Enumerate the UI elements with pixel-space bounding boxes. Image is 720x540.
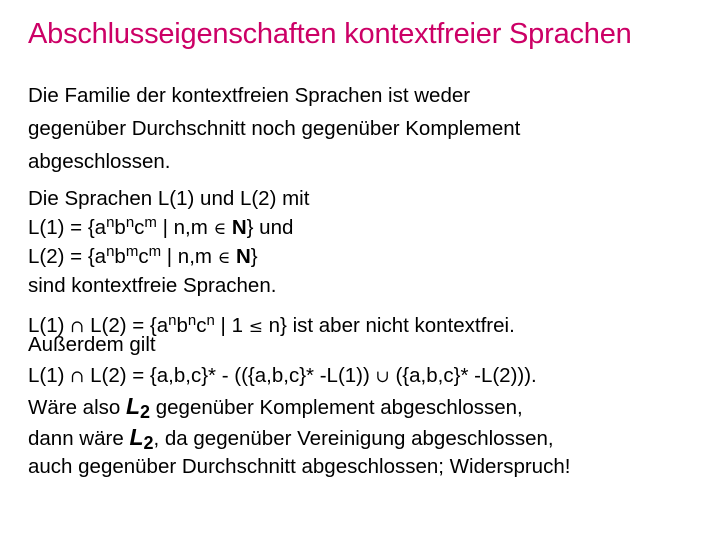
conclusion-line-3: Wäre also $L_2$ gegenüber Komplement abgeschlossen, — [28, 393, 523, 422]
intro-paragraph — [28, 79, 520, 178]
element-of-symbol: ∈ — [217, 248, 231, 268]
natural-numbers-symbol: N — [235, 245, 251, 268]
definition-L1: $L(1) = \{a^nb^nc^m$ | n,m ∈ N} und — [28, 214, 294, 239]
definition-paragraph — [28, 184, 309, 300]
intersection-symbol: ∩ — [70, 366, 85, 387]
intro-line-3: abgeschlossen. — [28, 150, 171, 173]
natural-numbers-symbol: N — [231, 216, 247, 239]
element-of-symbol: ∈ — [213, 219, 227, 239]
definition-L2: $L(2) = \{a^nb^mc^m$ | n,m ∈ N} — [28, 243, 258, 268]
slide-title: Abschlusseigenschaften kontextfreier Sprachen — [28, 18, 632, 50]
conclusion-line-5: auch gegenüber Durchschnitt abgeschlossen; Widerspruch! — [28, 455, 571, 478]
intro-line-2: gegenüber Durchschnitt noch gegenüber Komplement — [28, 117, 521, 140]
intersection-line: L(1) ∩ $L(2) = \{a^nb^nc^n$ | 1 ≤ n} ist aber nicht kontextfrei. — [28, 312, 515, 337]
union-symbol: ∪ — [375, 366, 390, 387]
less-equal-symbol: ≤ — [248, 317, 263, 337]
conclusion-line-4: dann wäre $L_2$, da gegenüber Vereinigung abgeschlossen, — [28, 423, 554, 453]
definition-line-4: sind kontextfreie Sprachen. — [28, 274, 277, 297]
conclusion-line-2: L(1) ∩ L(2) = {a,b,c}* - (({a,b,c}* -L(1)) ∪ ({a,b,c}* -L(2))). — [28, 363, 537, 387]
intro-line-1: Die Familie der kontextfreien Sprachen ist weder — [28, 84, 471, 107]
conclusion-line-1: Außerdem gilt — [28, 333, 156, 356]
intersection-symbol: ∩ — [70, 317, 85, 337]
conclusion-paragraph — [28, 330, 570, 483]
definition-line-1: Die Sprachen L(1) und L(2) mit — [28, 187, 310, 210]
